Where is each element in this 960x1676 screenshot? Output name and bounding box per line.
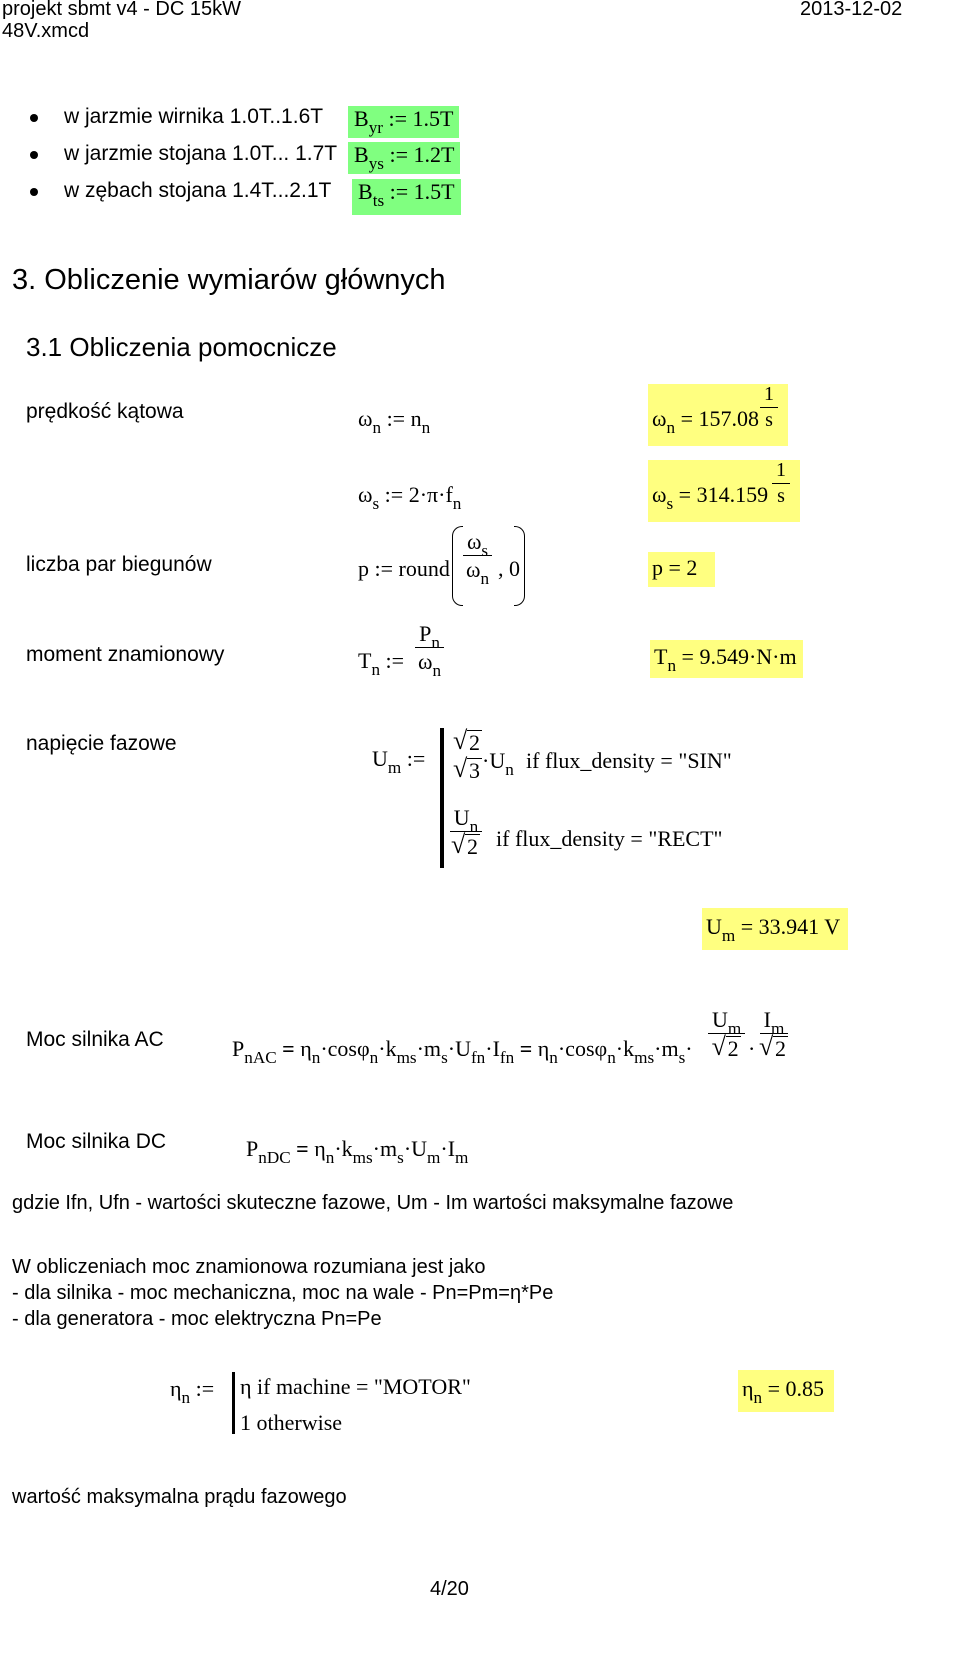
piecewise-bar [440, 728, 444, 868]
frac-den [448, 832, 484, 858]
var-sub: m [721, 925, 736, 945]
var-sub: n [452, 493, 462, 513]
bullet-icon [30, 188, 38, 196]
document-filename: 48V.xmcd [2, 20, 90, 42]
sqrt [713, 1036, 741, 1060]
var-t: T [654, 644, 668, 669]
label-power-dc: Moc silnika DC [26, 1130, 167, 1153]
def-b-ys[interactable] [348, 142, 460, 174]
def-value: := 1.5T [389, 179, 455, 204]
section-title: 3. Obliczenie wymiarów głównych [12, 264, 446, 296]
var-sub: n [666, 417, 676, 437]
note-rms-max: gdzie Ifn, Ufn - wartości skuteczne fazowe, Um - Im wartości maksymalne fazowe [12, 1192, 734, 1214]
sqrt [454, 758, 482, 782]
def-p[interactable] [358, 556, 450, 582]
assign-op: := [406, 746, 426, 771]
var-t: T [358, 648, 372, 673]
var-sub: n [371, 659, 381, 679]
label-power-ac: Moc silnika AC [26, 1028, 164, 1051]
symbol-omega: ω [652, 406, 667, 431]
eta-case-motor: η if machine = "MOTOR" [240, 1374, 471, 1399]
result-u-m[interactable] [702, 908, 848, 950]
sqrt [454, 730, 482, 754]
fraction-un-over-sqrt2 [448, 806, 484, 858]
var-sub: s [481, 540, 489, 560]
result-omega-n[interactable] [648, 384, 788, 446]
var-sub: n [753, 1387, 763, 1407]
frac-num [450, 805, 482, 836]
def-t-n[interactable] [358, 648, 405, 679]
document-title: projekt sbmt v4 - DC 15kW [2, 0, 241, 20]
var-u: U [706, 914, 722, 939]
unit-num: 1 [772, 460, 790, 484]
var-sub: n [469, 816, 479, 836]
var-sub: m [387, 757, 402, 777]
symbol-eta: η [170, 1376, 182, 1401]
var-u: U [453, 805, 470, 830]
radicand: 3 [469, 758, 480, 784]
case-expr: ·U [482, 748, 506, 773]
var-p: P [232, 1036, 245, 1061]
var-sub: s [666, 493, 674, 513]
var-sub: ys [368, 153, 384, 173]
sqrt [760, 1036, 788, 1060]
unit-den: s [765, 409, 773, 431]
note-rated-power-intro: W obliczeniach moc znamionowa rozumiana jest jako [12, 1256, 486, 1278]
unit-den: s [777, 485, 785, 507]
def-b-yr[interactable] [348, 106, 459, 138]
result-eta-n[interactable] [738, 1370, 834, 1412]
def-lhs: p := round [358, 556, 450, 581]
var-sub: yr [368, 117, 383, 137]
result-omega-s[interactable] [648, 460, 800, 522]
def-rhs: := n [386, 406, 422, 431]
frac-den [414, 648, 445, 680]
radicand: 2 [469, 730, 480, 755]
def-rhs: := 2·π·f [384, 482, 453, 507]
var-sub: nAC [244, 1047, 277, 1067]
var-sub: n [667, 655, 677, 675]
frac-den [450, 756, 486, 782]
symbol-omega: ω [652, 482, 667, 507]
def-value: := 1.5T [388, 106, 454, 131]
def-eta-n[interactable] [170, 1376, 215, 1407]
var-sub: n [421, 417, 431, 437]
paren-right [514, 526, 525, 606]
piecewise-bar [232, 1372, 235, 1434]
label-angular-speed: prędkość kątowa [26, 400, 184, 423]
case1-rest [482, 748, 514, 779]
note-motor: - dla silnika - moc mechaniczna, moc na wale - Pn=Pm=η*Pe [12, 1282, 554, 1304]
result-value: = 0.85 [767, 1376, 825, 1401]
def-u-m[interactable] [372, 746, 426, 777]
assign-op: := [385, 648, 405, 673]
var-sub: s [372, 493, 380, 513]
def-b-ts[interactable] [352, 179, 461, 215]
var-u: U [372, 746, 388, 771]
symbol-eta: η [742, 1376, 754, 1401]
fraction-im-over-sqrt2 [756, 1008, 792, 1060]
def-omega-n[interactable] [358, 406, 431, 437]
var-sub: n [480, 568, 490, 588]
var-sub: nDC [258, 1147, 291, 1167]
var-sub: n [372, 417, 382, 437]
result-value: = 33.941 V [740, 914, 841, 939]
frac-den [709, 1034, 745, 1060]
bullet-label-stator-teeth: w zębach stojana 1.4T...2.1T [64, 179, 332, 202]
fraction-sqrt2-over-sqrt3 [450, 730, 486, 782]
radicand: 2 [727, 1036, 739, 1062]
symbol-omega: ω [466, 529, 482, 554]
result-expr [652, 482, 769, 513]
var-sub: n [431, 632, 440, 652]
page-number: 4/20 [430, 1578, 469, 1600]
label-rated-torque: moment znamionowy [26, 643, 225, 666]
fraction-p-over-omega [414, 621, 445, 680]
def-value: := 1.2T [389, 142, 455, 167]
frac-num: $I_m$ [760, 1008, 789, 1034]
result-value: = 314.159 [678, 482, 769, 507]
label-phase-voltage: napięcie fazowe [26, 732, 177, 755]
result-value: = 9.549·N·m [681, 644, 797, 669]
document-date: 2013-12-02 [800, 0, 903, 20]
var-sub: n [432, 660, 442, 680]
var-p: P [419, 621, 432, 646]
result-value: = 157.08 [680, 406, 759, 431]
bullet-label-rotor-yoke: w jarzmie wirnika 1.0T..1.6T [64, 105, 324, 128]
var-sub: ts [372, 190, 385, 210]
var-b: B [354, 106, 369, 131]
note-generator: - dla generatora - moc elektryczna Pn=Pe [12, 1308, 382, 1330]
var-b: B [354, 142, 369, 167]
label-pole-pairs: liczba par biegunów [26, 553, 212, 576]
frac-num [463, 529, 492, 560]
result-t-n[interactable] [650, 640, 803, 678]
radicand: 2 [775, 1036, 786, 1062]
bullet-icon [30, 151, 38, 159]
mult-dot: · [748, 1036, 756, 1061]
frac-num [415, 621, 444, 652]
eta-case-otherwise: 1 otherwise [240, 1410, 343, 1435]
result-expr [652, 406, 759, 437]
note-max-phase-current: wartość maksymalna prądu fazowego [12, 1486, 347, 1508]
round-args-tail: , 0 [498, 556, 520, 581]
assign-op: := [195, 1376, 215, 1401]
unit-per-second [772, 460, 790, 507]
result-p[interactable]: p = 2 [648, 552, 715, 587]
symbol-omega: ω [418, 649, 433, 675]
eq-power-dc: $P_{nDC} = \eta_n\cdot k_{ms}\cdot m_s\cdot U_m\cdot I_m$ [246, 1136, 469, 1167]
eq-power-ac: $P_{nAC} = \eta_n\cdot\cos\varphi_n\cdot k_{ms}\cdot m_s\cdot U_{fn}\cdot I_{fn} = \eta_n\cdot\cos\varphi_n\cdot k_{ms}\cdot m_s\cdot$ [232, 1036, 693, 1067]
var-p: P [246, 1136, 259, 1161]
var-b: B [358, 179, 373, 204]
bullet-icon [30, 114, 38, 122]
bullet-label-stator-yoke: w jarzmie stojana 1.0T... 1.7T [64, 142, 338, 165]
def-omega-s[interactable] [358, 482, 462, 513]
unit-num: 1 [760, 384, 778, 408]
var-sub: n [505, 759, 514, 779]
unit-per-second [760, 384, 778, 431]
frac-den [756, 1034, 792, 1060]
frac-num [450, 730, 486, 756]
subsection-title: 3.1 Obliczenia pomocnicze [26, 332, 337, 362]
fraction-omega-s-over-omega-n [462, 529, 493, 588]
var-sub: n [181, 1387, 191, 1407]
fraction-um-over-sqrt2 [708, 1008, 745, 1060]
case1-condition: if flux_density = "SIN" [526, 748, 732, 773]
frac-num: $U_m$ [708, 1008, 745, 1034]
symbol-omega: ω [358, 482, 373, 507]
symbol-omega: ω [358, 406, 373, 431]
symbol-omega: ω [466, 557, 481, 583]
sqrt [452, 834, 480, 858]
case2-condition: if flux_density = "RECT" [496, 826, 723, 851]
radicand: 2 [467, 834, 478, 860]
frac-den [462, 556, 493, 588]
